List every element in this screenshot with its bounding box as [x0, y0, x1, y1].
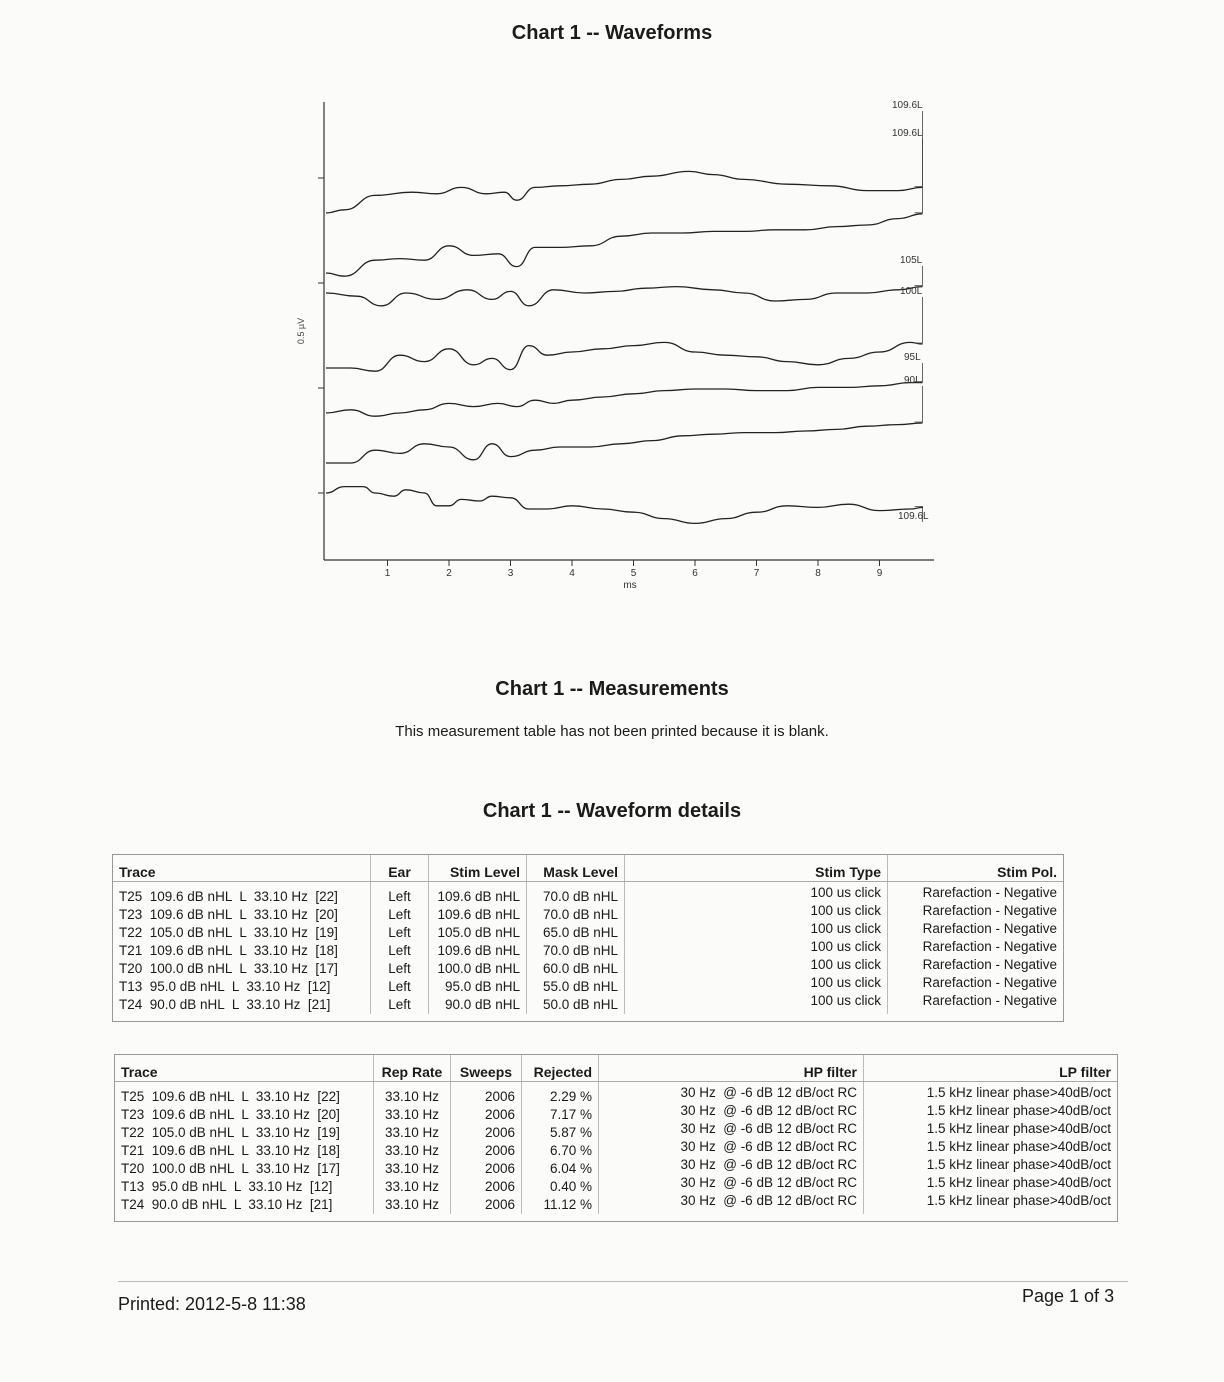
- trace-end-marker: [915, 386, 923, 422]
- x-tick-label: 3: [507, 568, 514, 579]
- trace-label: 90L: [904, 375, 921, 386]
- trace-label: 105L: [900, 255, 923, 266]
- th-stim-type: Stim Type: [625, 855, 888, 882]
- trace-end-marker: [915, 266, 923, 286]
- rep-rate-cell: 33.10 Hz 33.10 Hz 33.10 Hz 33.10 Hz 33.10 Hz 33.10 Hz 33.10 Hz: [374, 1082, 451, 1215]
- lp-filter-cell: 1.5 kHz linear phase>40dB/oct 1.5 kHz linear phase>40dB/oct 1.5 kHz linear phase>40dB/oct 1.5 kHz linear phase>40dB/oct 1.5 kHz linear phase>40dB/oct 1.5 kHz linear phase>40dB/oct 1.5 kHz linear phase>40dB/oct: [926, 1085, 1111, 1208]
- trace-label: 109.6L: [892, 128, 923, 139]
- waveform-trace-3: [326, 287, 923, 306]
- th-mask-level: Mask Level: [527, 855, 625, 882]
- measurements-title: Chart 1 -- Measurements: [495, 678, 729, 700]
- mask-level-cell: 70.0 dB nHL 70.0 dB nHL 65.0 dB nHL 70.0 dB nHL 60.0 dB nHL 55.0 dB nHL 50.0 dB nHL: [527, 882, 625, 1015]
- trace-end-marker: [915, 139, 923, 213]
- waveform-trace-7: [326, 487, 923, 524]
- hp-filter-cell: 30 Hz @ -6 dB 12 dB/oct RC 30 Hz @ -6 dB 12 dB/oct RC 30 Hz @ -6 dB 12 dB/oct RC 30 Hz @ -6 dB 12 dB/oct RC 30 Hz @ -6 dB 12 dB/oct RC 30 Hz @ -6 dB 12 dB/oct RC 30 Hz @ -6 dB 12 dB/oct RC: [599, 1082, 864, 1215]
- x-axis-label: ms: [623, 580, 637, 591]
- x-tick-label: 7: [753, 568, 760, 579]
- stim-pol-cell: Rarefaction - Negative Rarefaction - Negative Rarefaction - Negative Rarefaction - Negative Rarefaction - Negative Rarefaction - Negative Rarefaction - Negative: [922, 885, 1057, 1008]
- waveform-chart: [280, 88, 960, 598]
- trace-label: 109.6L: [898, 511, 929, 522]
- th-hp-filter: HP filter: [599, 1055, 864, 1082]
- footer-divider: [118, 1281, 1128, 1282]
- page-number: Page 1 of 3: [1022, 1286, 1115, 1306]
- waveform-trace-5: [326, 383, 923, 417]
- trace-label: 100L: [900, 286, 923, 297]
- acquisition-details-table: [115, 1055, 1117, 1214]
- measurements-note: This measurement table has not been printed because it is blank.: [395, 723, 829, 740]
- trace-cell: T25 109.6 dB nHL L 33.10 Hz [22] T23 109.6 dB nHL L 33.10 Hz [20] T22 105.0 dB nHL L 33.10 Hz [19] T21 109.6 dB nHL L 33.10 Hz [18] T20 100.0 dB nHL L 33.10 Hz [17] T13 95.0 dB nHL L 33.10 Hz [12] T24 90.0 dB nHL L 33.10 Hz [21]: [113, 882, 371, 1015]
- rejected-cell: 2.29 % 7.17 % 5.87 % 6.70 % 6.04 % 0.40 % 11.12 %: [522, 1082, 599, 1215]
- stim-level-cell: 109.6 dB nHL 109.6 dB nHL 105.0 dB nHL 109.6 dB nHL 100.0 dB nHL 95.0 dB nHL 90.0 dB nHL: [429, 882, 527, 1015]
- x-tick-label: 2: [446, 568, 452, 579]
- trace-cell: T25 109.6 dB nHL L 33.10 Hz [22] T23 109.6 dB nHL L 33.10 Hz [20] T22 105.0 dB nHL L 33.10 Hz [19] T21 109.6 dB nHL L 33.10 Hz [18] T20 100.0 dB nHL L 33.10 Hz [17] T13 95.0 dB nHL L 33.10 Hz [12] T24 90.0 dB nHL L 33.10 Hz [21]: [115, 1082, 374, 1215]
- x-tick-label: 6: [692, 568, 698, 579]
- waveform-trace-2: [326, 214, 923, 276]
- th-sweeps: Sweeps: [451, 1055, 522, 1082]
- waveform-trace-1: [326, 171, 923, 213]
- th-ear: Ear: [371, 855, 429, 882]
- th-lp-filter: LP filter: [864, 1055, 1118, 1082]
- table1-body-row: [113, 882, 1063, 1015]
- waveform-trace-6: [326, 423, 923, 463]
- th-trace: Trace: [113, 855, 371, 882]
- stim-details-table: [113, 855, 1063, 1014]
- trace-label: 109.6L: [892, 100, 923, 111]
- stim-type-cell: 100 us click 100 us click 100 us click 100 us click 100 us click 100 us click 100 us click: [625, 882, 888, 1015]
- trace-end-marker: [915, 297, 923, 343]
- x-tick-label: 5: [630, 568, 637, 579]
- x-tick-label: 4: [569, 568, 575, 579]
- table2-header-row: [115, 1055, 1117, 1082]
- trace-label: 95L: [904, 352, 921, 363]
- chart-title: Chart 1 -- Waveforms: [511, 22, 713, 44]
- waveform-trace-4: [326, 342, 923, 371]
- x-tick-label: 1: [384, 568, 391, 579]
- th-rejected: Rejected: [522, 1055, 599, 1082]
- table1-header-row: [113, 855, 1063, 882]
- sweeps-cell: 2006 2006 2006 2006 2006 2006 2006: [451, 1082, 522, 1215]
- th-stim-pol: Stim Pol.: [888, 855, 1064, 882]
- x-tick-label: 8: [815, 568, 821, 579]
- printed-date: Printed: 2012-5-8 11:38: [118, 1294, 306, 1314]
- th-rep-rate: Rep Rate: [374, 1055, 451, 1082]
- x-tick-label: 9: [876, 568, 883, 579]
- y-axis-label: 0.5 µV: [296, 317, 306, 345]
- ear-cell: Left Left Left Left Left Left Left: [371, 882, 429, 1015]
- trace-end-marker: [915, 111, 923, 186]
- th-trace: Trace: [115, 1055, 374, 1082]
- details-title: Chart 1 -- Waveform details: [482, 800, 742, 822]
- th-stim-level: Stim Level: [429, 855, 527, 882]
- table2-body-row: [115, 1082, 1117, 1215]
